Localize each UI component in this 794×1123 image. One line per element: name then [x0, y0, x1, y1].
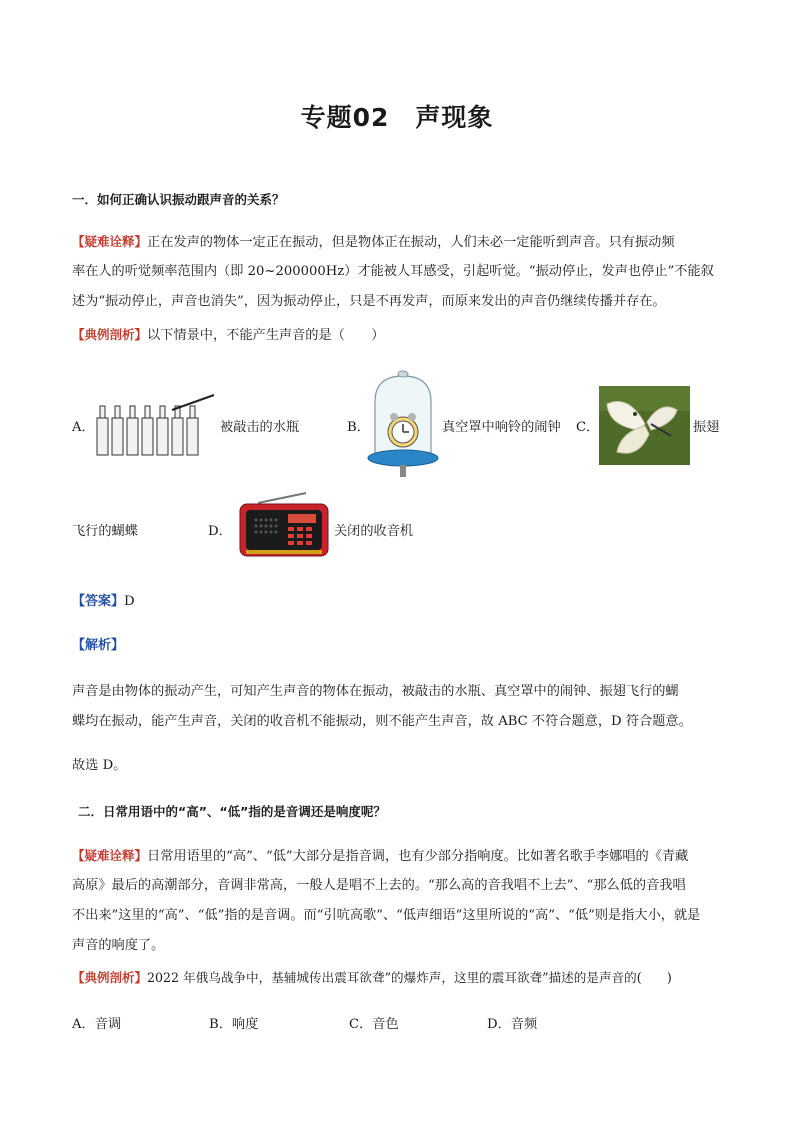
example-text: 2022 年俄乌战争中，基辅城传出震耳欲聋”的爆炸声，这里的震耳欲聋”描述的是声音的( ) — [147, 970, 672, 985]
choice-a-text: 音调 — [94, 1017, 122, 1032]
analysis-line1: 声音是由物体的振动产生，可知产生声音的物体在振动，被敲击的水瓶、真空罩中的闹钟、振翅飞行的蝴 — [72, 684, 679, 699]
choice-c — [349, 1015, 399, 1035]
option-d-text: 关闭的收音机 — [334, 524, 414, 539]
option-b-label: B． — [347, 420, 370, 435]
bottles-image — [94, 388, 216, 458]
bottle-icon — [112, 406, 123, 455]
explain-tag: 【疑难诠释】 — [72, 848, 148, 863]
section1-heading: 一．如何正确认识振动跟声音的关系？ — [72, 192, 285, 207]
bottle-icon — [97, 406, 108, 455]
explain-text: 日常用语里的“高”、“低”大部分是指音调，也有少部分指响度。比如著名歌手李娜唱的《青藏 — [147, 849, 689, 864]
section2-heading: 二．日常用语中的“高”、“低”指的是音调还是响度呢？ — [78, 804, 386, 819]
bottle-icon — [172, 406, 183, 455]
choice-b-label: B． — [209, 1017, 232, 1032]
radio-image — [236, 490, 332, 560]
analysis-line2: 蝶均在振动，能产生声音，关闭的收音机不能振动，则不能产生声音，故 ABC 不符合题意，D 符合题意。 — [72, 714, 692, 729]
vacuum-bell-jar-image — [366, 368, 440, 482]
choice-d-text: 音频 — [510, 1017, 538, 1032]
option-c-text: 振翅 — [693, 420, 720, 435]
option-b-text: 真空罩中响铃的闹钟 — [442, 420, 561, 435]
answer-row — [72, 592, 135, 612]
choice-a — [72, 1015, 121, 1035]
option-a-text: 被敲击的水瓶 — [220, 420, 300, 435]
section1-explain-line3: 述为“振动停止，声音也消失”，因为振动停止，只是不再发声，而原来发出的声音仍继续传播并存在。 — [72, 294, 666, 309]
antenna-icon — [258, 493, 306, 503]
section2-explain-line1 — [72, 846, 688, 867]
section2-explain-line2: 高原》最后的高潮部分，音调非常高，一般人是唱不上去的。“那么高的音我唱不上去”、“那么低的音我唱 — [72, 878, 686, 893]
bottle-icon — [142, 406, 153, 455]
example-text: 以下情景中，不能产生声音的是（ ） — [147, 328, 385, 343]
example-tag: 【典例剖析】 — [72, 970, 148, 985]
bottle-icon — [157, 406, 168, 455]
choice-c-text: 音色 — [372, 1017, 399, 1032]
example-tag: 【典例剖析】 — [72, 327, 148, 342]
section1-explain-line1 — [72, 232, 675, 253]
option-d-label: D． — [208, 524, 232, 539]
option-c-label: C． — [576, 420, 600, 435]
section2-explain-line4: 声音的响度了。 — [72, 938, 165, 953]
answer-label: 【答案】 — [72, 594, 125, 609]
analysis-label: 【解析】 — [72, 638, 125, 653]
bottle-icon — [127, 406, 138, 455]
bottle-icon — [187, 406, 198, 455]
choice-c-label: C． — [349, 1017, 373, 1032]
choice-d — [487, 1015, 537, 1035]
choice-d-label: D． — [487, 1017, 511, 1032]
conclusion: 故选 D。 — [72, 758, 127, 773]
explain-text: 正在发声的物体一定正在振动，但是物体正在振动，人们未必一定能听到声音。只有振动频 — [147, 235, 675, 250]
section1-explain-line2: 率在人的听觉频率范围内（即 20~200000Hz）才能被人耳感受，引起听觉。“振动停止，发声也停止”不能叙 — [72, 264, 714, 279]
choice-a-label: A． — [72, 1017, 95, 1032]
answer-value: D — [124, 594, 135, 609]
section2-example — [72, 968, 672, 988]
page-title: 专题02 声现象 — [300, 103, 494, 132]
choice-b — [209, 1015, 258, 1035]
section2-explain-line3: 不出来”这里的“高”、“低”指的是音调。而“引吭高歌”、“低声细语”这里所说的“高”、“低”则是指大小，就是 — [72, 908, 701, 923]
butterfly-image — [599, 386, 690, 465]
section1-example — [72, 325, 384, 346]
option-c-continued: 飞行的蝴蝶 — [72, 524, 138, 539]
option-a-label: A． — [72, 420, 95, 435]
explain-tag: 【疑难诠释】 — [72, 234, 148, 249]
choice-b-text: 响度 — [231, 1017, 259, 1032]
